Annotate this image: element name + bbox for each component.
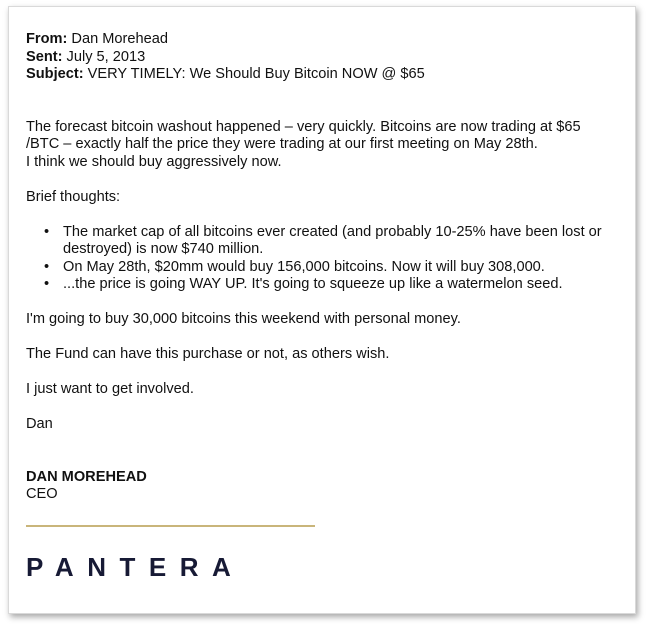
bullet-item — [26, 276, 625, 294]
paragraph-1 — [26, 119, 625, 172]
subject-value: VERY TIMELY: We Should Buy Bitcoin NOW @ $65 — [83, 66, 425, 82]
sent-line — [26, 49, 625, 67]
from-line — [26, 31, 625, 49]
signature-name: DAN MOREHEAD — [26, 468, 147, 485]
paragraph-1-line-3: I think we should buy aggressively now. — [26, 153, 282, 170]
signature-title: CEO — [26, 486, 58, 502]
brief-thoughts: Brief thoughts: — [26, 188, 121, 205]
from-label: From: — [26, 31, 68, 47]
email-header — [26, 31, 625, 84]
paragraph-4: I just want to get involved. — [26, 381, 194, 397]
subject-label: Subject: — [26, 66, 84, 82]
from-value: Dan Morehead — [67, 31, 168, 47]
bullet-item — [26, 224, 625, 259]
email-document — [8, 6, 636, 614]
subject-line — [26, 66, 625, 84]
pantera-logo: PANTERA — [26, 552, 245, 582]
bullet-text: destroyed) is now $740 million. — [63, 241, 264, 257]
paragraph-2: I'm going to buy 30,000 bitcoins this weekend with personal money. — [26, 311, 461, 327]
sent-label: Sent: — [26, 48, 63, 65]
bullet-list — [26, 224, 625, 294]
signature-divider — [26, 525, 315, 527]
paragraph-3: The Fund can have this purchase or not, as others wish. — [26, 346, 390, 362]
closing: Dan — [26, 416, 53, 432]
bullet-text: On May 28th, $20mm would buy 156,000 bitcoins. Now it will buy 308,000. — [63, 258, 545, 275]
paragraph-1-line-2: /BTC – exactly half the price they were trading at our first meeting on May 28th. — [26, 136, 538, 152]
bullet-text: ...the price is going WAY UP. It's going to squeeze up like a watermelon seed. — [63, 276, 563, 292]
email-content — [26, 31, 625, 504]
paragraph-1-line-1: The forecast bitcoin washout happened – very quickly. Bitcoins are now trading at $65 — [26, 118, 581, 135]
bullet-item — [26, 259, 625, 277]
email-body — [26, 119, 625, 504]
sent-value: July 5, 2013 — [62, 48, 146, 65]
bullet-text: The market cap of all bitcoins ever created (and probably 10-25% have been lost or — [63, 223, 602, 240]
